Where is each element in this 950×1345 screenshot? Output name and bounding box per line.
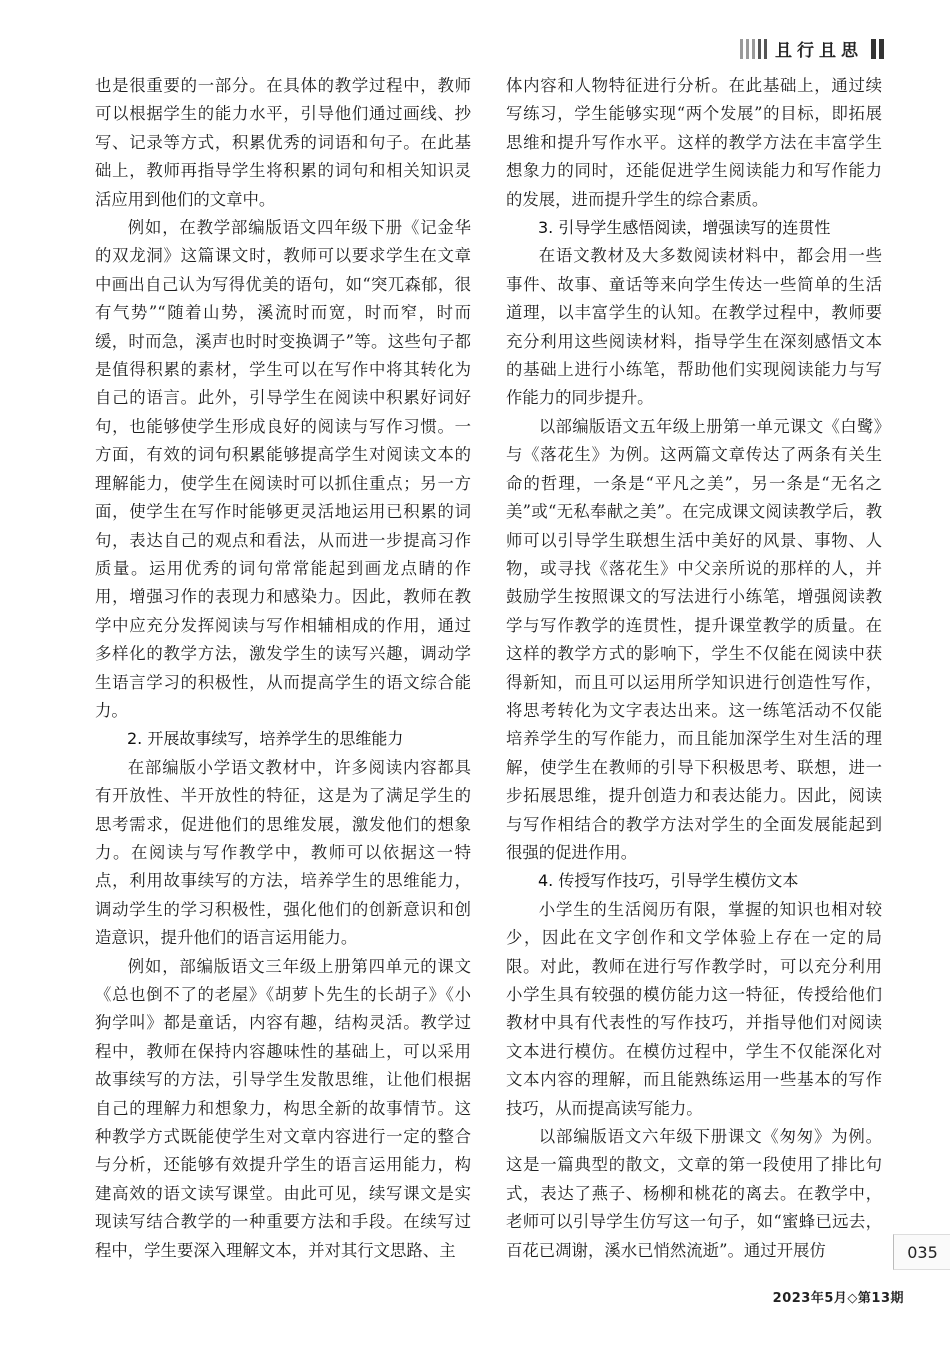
section-title: 且行且思 [775,41,863,61]
paragraph: 在语文教材及大多数阅读材料中，都会用一些事件、故事、童话等来向学生传达一些简单的生活道理，以丰富学生的认知。在教学过程中，教师要充分利用这些阅读材料，指导学生在深刻感悟文本的基础上进行小练笔，帮助他们实现阅读能力与写作能力的同步提升。 [506,246,882,408]
header-left-bars [740,39,767,59]
right-column [506,72,882,1265]
paragraph: 小学生的生活阅历有限，掌握的知识也相对较少，因此在文字创作和文学体验上存在一定的局限。对此，教师在进行写作教学时，可以充分利用小学生具有较强的模仿能力这一特征，传授给他们教材中具有代表性的写作技巧，并指导他们对阅读文本进行模仿。在模仿过程中，学生不仅能深化对文本内容的理解，而且能熟练运用一些基本的写作技巧，从而提高读写能力。 [506,899,882,1118]
header-right-bars [871,39,884,59]
paragraph: 体内容和人物特征进行分析。在此基础上，通过续写练习，学生能够实现“两个发展”的目标，即拓展思维和提升写作水平。这样的教学方法在丰富学生想象力的同时，还能促进学生阅读能力和写作能力的发展，进而提升学生的综合素质。 [506,76,882,209]
paragraph: 也是很重要的一部分。在具体的教学过程中，教师可以根据学生的能力水平，引导他们通过画线、抄写、记录等方式，积累优秀的词语和句子。在此基础上，教师再指导学生将积累的词句和相关知识灵活应用到他们的文章中。 [95,76,471,209]
paragraph: 例如，在教学部编版语文四年级下册《记金华的双龙洞》这篇课文时，教师可以要求学生在文章中画出自己认为写得优美的语句，如“突兀森郁，很有气势”“随着山势，溪流时而宽，时而窄，时而缓，时而急，溪声也时时变换调子”等。这些句子都是值得积累的素材，学生可以在写作中将其转化为自己的语言。此外，引导学生在阅读中积累好词好句，也能够使学生形成良好的阅读与写作习惯。一方面，有效的词句积累能够提高学生对阅读文本的理解能力，使学生在阅读时可以抓住重点；另一方面，使学生在写作时能够更灵活地运用已积累的词句，表达自己的观点和看法，从而进一步提高习作质量。运用优秀的词句常常能起到画龙点睛的作用，增强习作的表现力和感染力。因此，教师在教学中应充分发挥阅读与写作相辅相成的作用，通过多样化的教学方法，激发学生的读写兴趣，调动学生语言学习的积极性，从而提高学生的语文综合能力。 [95,218,471,720]
issue-date: 2023年5月◇第13期 [772,1291,904,1306]
section-heading: 4. 传授写作技巧，引导学生模仿文本 [538,871,799,891]
paragraph: 以部编版语文六年级下册课文《匆匆》为例。这是一篇典型的散文，文章的第一段使用了排比句式，表达了燕子、杨柳和桃花的离去。在教学中，老师可以引导学生仿写这一句子，如“蜜蜂已远去，百花已凋谢，溪水已悄然流逝”。通过开展仿 [506,1127,882,1260]
left-column [95,72,471,1265]
paragraph: 以部编版语文五年级上册第一单元课文《白鹭》与《落花生》为例。这两篇文章传达了两条有关生命的哲理，一条是“平凡之美”，另一条是“无名之美”或“无私奉献之美”。在完成课文阅读教学后，教师可以引导学生联想生活中美好的风景、事物、人物，或寻找《落花生》中父亲所说的那样的人，并鼓励学生按照课文的写法进行小练笔，增强阅读教学与写作教学的连贯性，提升课堂教学的质量。在这样的教学方式的影响下，学生不仅能在阅读中获得新知，而且可以运用所学知识进行创造性写作，将思考转化为文字表达出来。这一练笔活动不仅能培养学生的写作能力，而且能加深学生对生活的理解，使学生在教师的引导下积极思考、联想，进一步拓展思维，提升创造力和表达能力。因此，阅读与写作相结合的教学方法对学生的全面发展能起到很强的促进作用。 [506,416,882,862]
paragraph: 在部编版小学语文教材中，许多阅读内容都具有开放性、半开放性的特征，这是为了满足学生的思考需求，促进他们的思维发展，激发他们的想象力。在阅读与写作教学中，教师可以依据这一特点，利用故事续写的方法，培养学生的思维能力，调动学生的学习积极性，强化他们的创新意识和创造意识，提升他们的语言运用能力。 [95,757,471,948]
section-heading: 3. 引导学生感悟阅读，增强读写的连贯性 [538,218,831,238]
paragraph: 例如，部编版语文三年级上册第四单元的课文《总也倒不了的老屋》《胡萝卜先生的长胡子》《小狗学叫》都是童话，内容有趣，结构灵活。教学过程中，教师在保持内容趣味性的基础上，可以采用故事续写的方法，引导学生发散思维，让他们根据自己的理解力和想象力，构思全新的故事情节。这种教学方式既能使学生对文章内容进行一定的整合与分析，还能够有效提升学生的语言运用能力，构建高效的语文读写课堂。由此可见，续写课文是实现读写结合教学的一种重要方法和手段。在续写过程中，学生要深入理解文本，并对其行文思路、主 [95,956,471,1260]
running-header [740,36,884,61]
page-number: 035 [893,1234,950,1270]
section-heading: 2. 开展故事续写，培养学生的思维能力 [127,729,404,749]
